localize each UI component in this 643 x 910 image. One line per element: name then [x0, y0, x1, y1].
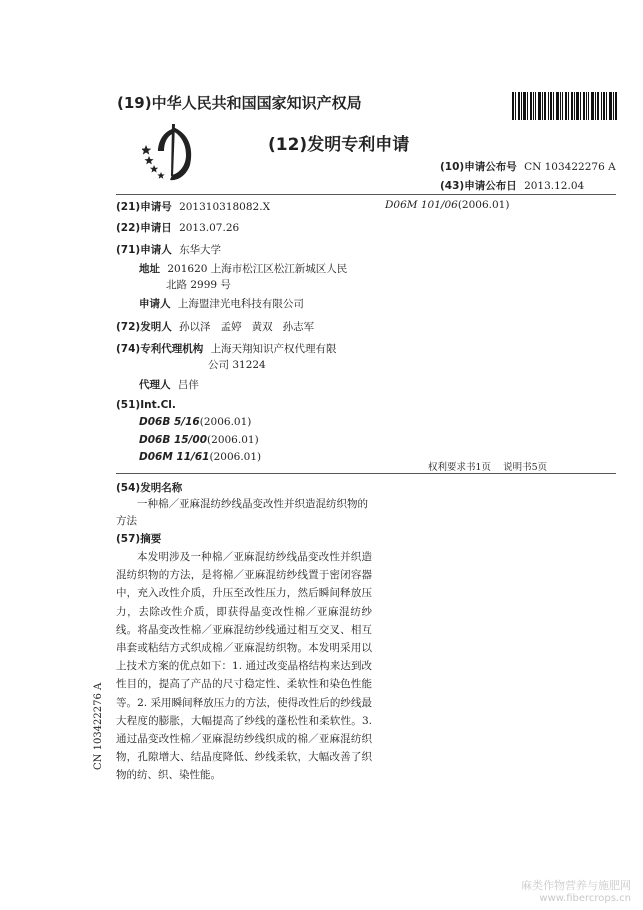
applicant — [116, 242, 221, 257]
patent-agency-line-2: 公司 31224 — [208, 359, 266, 371]
co-applicant-label: 申请人 — [139, 298, 171, 310]
agent-value: 吕伴 — [177, 379, 199, 391]
filing-date-value: 2013.07.26 — [179, 222, 240, 234]
filing-date — [116, 220, 239, 235]
invention-title: 一种棉／亚麻混纺纱线晶变改性并织造混纺织物的方法 — [116, 498, 368, 527]
publication-number — [440, 159, 616, 174]
application-number-value: 201310318082.X — [179, 201, 271, 213]
intcl-entry — [139, 451, 261, 463]
address-line-2: 北路 2999 号 — [166, 279, 231, 291]
address-label: 地址 — [139, 263, 160, 275]
inventors-value: 孙以泽 孟婷 黄双 孙志军 — [179, 321, 315, 333]
patent-agency-line-1: 上海天翔知识产权代理有限 — [210, 343, 337, 355]
intcl-entry — [139, 416, 251, 428]
filing-date-label: (22)申请日 — [116, 222, 172, 234]
applicant-label: (71)申请人 — [116, 244, 172, 256]
application-number-label: (21)申请号 — [116, 201, 172, 213]
publication-date — [440, 178, 584, 193]
biblio-rule — [116, 473, 616, 474]
agent-label: 代理人 — [139, 379, 171, 391]
abstract-label: (57)摘要 — [116, 533, 162, 545]
side-publication-number: CN 103422276 A — [93, 682, 104, 770]
co-applicant — [139, 296, 304, 311]
header-rule — [116, 194, 616, 195]
sipo-logo — [142, 121, 202, 183]
publication-number-value: CN 103422276 A — [524, 161, 616, 173]
barcode — [512, 92, 618, 120]
intcl-code: D06B 15/00 — [139, 434, 208, 446]
watermark-url: www.fibercrops.cn — [539, 893, 631, 904]
address-line-1: 201620 上海市松江区松江新城区人民 — [167, 263, 348, 275]
right-classification-version: (2006.01) — [457, 199, 510, 211]
agent — [139, 377, 199, 392]
right-classification — [385, 199, 509, 211]
intcl-version: (2006.01) — [209, 451, 262, 463]
watermark-site-name: 麻类作物营养与施肥网 — [521, 879, 631, 892]
office-title: (19)中华人民共和国国家知识产权局 — [117, 94, 362, 112]
intcl-entry — [139, 434, 259, 446]
intcl-code: D06M 11/61 — [139, 451, 210, 463]
patent-agency — [116, 341, 337, 356]
co-applicant-value: 上海盟津光电科技有限公司 — [177, 298, 304, 310]
publication-number-label: (10)申请公布号 — [440, 161, 517, 173]
publication-date-value: 2013.12.04 — [524, 180, 585, 192]
patent-agency-label: (74)专利代理机构 — [116, 343, 204, 355]
applicant-value: 东华大学 — [179, 244, 222, 256]
intcl-code: D06B 5/16 — [139, 416, 200, 428]
right-classification-code: D06M 101/06 — [385, 199, 458, 211]
intcl-label: (51)Int.Cl. — [116, 399, 176, 411]
application-number — [116, 199, 270, 214]
inventors — [116, 319, 314, 334]
watermark — [521, 877, 631, 904]
intcl-version: (2006.01) — [207, 434, 259, 446]
pages-info: 权利要求书1页 说明书5页 — [428, 462, 548, 473]
publication-date-label: (43)申请公布日 — [440, 180, 517, 192]
abstract-text: 本发明涉及一种棉／亚麻混纺纱线晶变改性并织造混纺织物的方法，是将棉／亚麻混纺纱线置于密闭容器中，充入改性介质，升压至改性压力，然后瞬间释放压力，去除改性介质，即获得晶变改性棉／亚麻混纺纱线。将晶变改性棉／亚麻混纺纱线通过相互交叉、相互串套或粘结方式织成棉／亚麻混纺织物。本发明采用以上技术方案的优点如下：1. 通过改变晶格结构来达到改性目的，提高了产品的尺寸稳定性、柔软性和染色性能等。2. 采用瞬间释放压力的方法，使得改性后的纱线最大程度的膨胀，大幅提高了纱线的蓬松性和柔软性。3. 通过晶变改性棉／亚麻混纺纱线织成的棉／亚麻混纺织物，孔隙增大、结晶度降低、纱线柔软，大幅改善了织物的纺、织、染性能。 — [116, 551, 372, 782]
document-type: (12)发明专利申请 — [268, 135, 410, 155]
intcl-version: (2006.01) — [199, 416, 252, 428]
title-label: (54)发明名称 — [116, 482, 183, 494]
inventors-label: (72)发明人 — [116, 321, 172, 333]
address — [139, 261, 347, 276]
